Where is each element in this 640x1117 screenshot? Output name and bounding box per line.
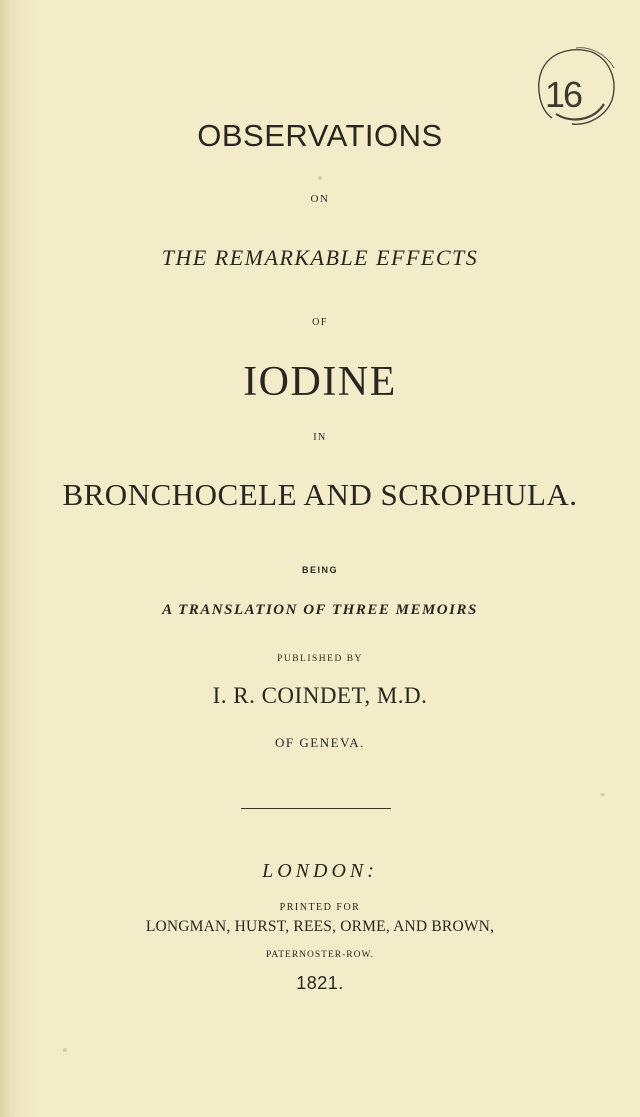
word-on: ON <box>310 193 330 205</box>
ink-speck <box>318 176 322 180</box>
handwritten-page-mark: 16 <box>545 74 582 115</box>
divider-rule <box>241 808 391 809</box>
subtitle-remarkable-effects: THE REMARKABLE EFFECTS <box>161 245 479 270</box>
ink-speck <box>63 1048 67 1052</box>
title-observations: OBSERVATIONS <box>197 118 443 153</box>
author-name: I. R. COINDET, M.D. <box>212 683 428 708</box>
publication-year: 1821. <box>296 973 344 993</box>
word-being: BEING <box>301 565 338 575</box>
publishers-names: LONGMAN, HURST, REES, ORME, AND BROWN, <box>145 918 495 935</box>
word-in: IN <box>313 432 327 443</box>
imprint-city: LONDON: <box>262 860 378 882</box>
title-diseases: BRONCHOCELE AND SCROPHULA. <box>62 477 578 512</box>
published-by-label: PUBLISHED BY <box>277 654 363 664</box>
word-of: OF <box>312 317 328 328</box>
publisher-address: PATERNOSTER-ROW. <box>266 950 374 960</box>
author-origin: OF GENEVA. <box>275 735 365 750</box>
title-iodine: IODINE <box>243 359 397 405</box>
ink-speck <box>600 793 605 796</box>
translation-note: A TRANSLATION OF THREE MEMOIRS <box>162 602 478 618</box>
printed-for-label: PRINTED FOR <box>279 902 361 913</box>
